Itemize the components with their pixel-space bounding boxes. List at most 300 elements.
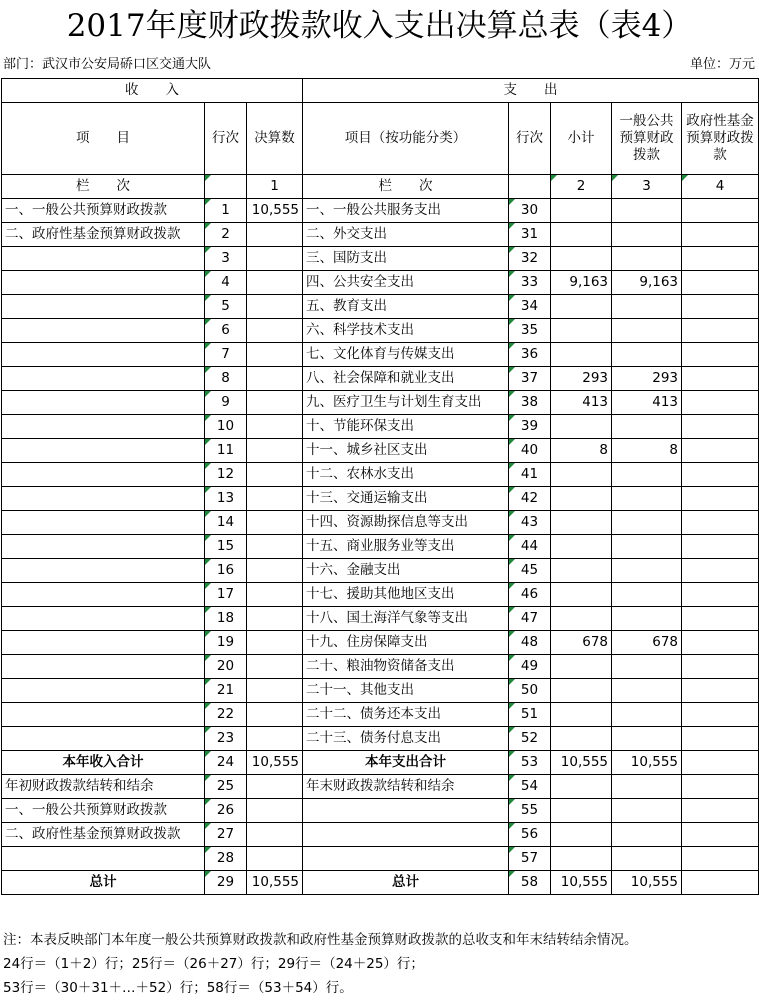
expense-item-cell (303, 559, 509, 583)
table-row (2, 655, 759, 679)
final-amount-cell-text: 10,555 (251, 754, 300, 770)
income-item-cell (2, 391, 205, 415)
income-row-no-cell (205, 583, 247, 607)
cell-marker (205, 583, 211, 589)
expense-row-no-cell (509, 631, 551, 655)
final-amount-cell (247, 367, 303, 391)
final-amount-cell (247, 535, 303, 559)
cell-marker (509, 487, 515, 493)
income-item-cell (2, 415, 205, 439)
subtotal-cell-text: 9,163 (569, 274, 609, 290)
income-row-no-cell-text: 4 (221, 274, 230, 290)
unit-label: 单位：万元 (689, 57, 755, 72)
income-item-cell-text: 本年收入合计 (62, 754, 144, 770)
income-row-no-cell (205, 223, 247, 247)
general-budget-cell (612, 295, 682, 319)
final-amount-cell (247, 823, 303, 847)
cell-marker (509, 295, 515, 301)
income-row-no-cell-text: 10 (216, 418, 235, 434)
cell-marker (205, 751, 211, 757)
fund-budget-cell (682, 823, 759, 847)
fund-budget-cell (682, 391, 759, 415)
income-row-no-cell (205, 463, 247, 487)
income-item-cell (2, 679, 205, 703)
expense-row-no-cell (509, 319, 551, 343)
income-row-no-cell-text: 11 (216, 442, 235, 458)
cell-marker (509, 511, 515, 517)
expense-row-no-cell (509, 511, 551, 535)
final-amount-cell (247, 223, 303, 247)
expense-item-cell (303, 631, 509, 655)
cell-marker (205, 487, 211, 493)
cell-marker (205, 247, 211, 253)
cell-marker (205, 367, 211, 373)
expense-row-no-cell (509, 703, 551, 727)
final-amount-cell (247, 487, 303, 511)
table-row (2, 511, 759, 535)
income-item-cell (2, 439, 205, 463)
income-item-cell (2, 703, 205, 727)
final-amount-cell (247, 631, 303, 655)
cell-marker (205, 511, 211, 517)
expense-item-cell-text: 十二、农林水支出 (306, 466, 415, 482)
fund-budget-cell (682, 247, 759, 271)
cell-marker (509, 271, 515, 277)
cell-marker (509, 439, 515, 445)
expense-item-cell (303, 847, 509, 871)
final-amount-cell (247, 391, 303, 415)
expense-item-cell-text: 二十三、债务付息支出 (306, 730, 442, 746)
department-label: 部门：武汉市公安局硚口区交通大队 (3, 57, 212, 72)
final-amount-cell (247, 199, 303, 223)
fund-budget-cell (682, 655, 759, 679)
expense-item-cell (303, 775, 509, 799)
income-row-no-header: 行次 (205, 103, 247, 175)
expense-item-cell-text: 十七、援助其他地区支出 (306, 586, 455, 602)
column-index-2 (551, 175, 612, 199)
income-item-cell-text: 二、政府性基金预算财政拨款 (5, 226, 181, 242)
expense-row-no-cell-text: 56 (520, 826, 539, 842)
general-budget-cell (612, 223, 682, 247)
expense-item-cell-text: 二、外交支出 (306, 226, 388, 242)
income-item-cell (2, 751, 205, 775)
subtotal-cell (551, 775, 612, 799)
table-row (2, 463, 759, 487)
expense-row-no-header: 行次 (509, 103, 551, 175)
final-amount-cell (247, 871, 303, 895)
expense-item-cell (303, 535, 509, 559)
general-budget-cell-text: 8 (669, 442, 679, 458)
expense-row-no-cell-text: 40 (520, 442, 539, 458)
income-row-no-cell (205, 871, 247, 895)
expense-item-cell-text: 十四、资源勘探信息等支出 (306, 514, 469, 530)
income-row-no-cell-text: 22 (216, 706, 235, 722)
table-row (2, 247, 759, 271)
subtotal-cell (551, 295, 612, 319)
general-budget-cell (612, 703, 682, 727)
cell-marker (205, 535, 211, 541)
expense-row-no-cell (509, 583, 551, 607)
table-row (2, 343, 759, 367)
income-row-no-cell-text: 23 (216, 730, 235, 746)
income-item-cell (2, 271, 205, 295)
general-budget-cell (612, 559, 682, 583)
cell-marker (205, 175, 211, 181)
income-item-cell (2, 199, 205, 223)
subtotal-cell (551, 199, 612, 223)
cell-marker (509, 655, 515, 661)
cell-marker (509, 535, 515, 541)
final-amount-cell (247, 703, 303, 727)
income-row-no-cell-text: 2 (221, 226, 230, 242)
income-row-no-cell-text: 6 (221, 322, 230, 338)
final-amount-cell (247, 583, 303, 607)
expense-column-label: 栏 次 (303, 175, 509, 199)
income-row-no-cell (205, 343, 247, 367)
expense-item-cell (303, 271, 509, 295)
income-row-no-cell (205, 847, 247, 871)
fund-budget-cell (682, 295, 759, 319)
cell-marker (205, 607, 211, 613)
general-budget-cell-text: 10,555 (630, 874, 679, 890)
subtotal-cell (551, 727, 612, 751)
income-item-cell (2, 607, 205, 631)
cell-marker (509, 367, 515, 373)
income-row-no-cell (205, 295, 247, 319)
cell-marker (205, 223, 211, 229)
final-amount-cell (247, 247, 303, 271)
expense-item-cell (303, 487, 509, 511)
income-row-no-cell (205, 823, 247, 847)
expense-item-cell-text: 十五、商业服务业等支出 (306, 538, 455, 554)
cell-marker (205, 559, 211, 565)
expense-item-cell-text: 总计 (392, 874, 420, 890)
cell-marker (509, 343, 515, 349)
income-item-cell-text: 一、一般公共预算财政拨款 (5, 802, 167, 818)
expense-row-no-cell-text: 31 (520, 226, 539, 242)
final-amount-header: 决算数 (247, 103, 303, 175)
fund-budget-cell (682, 799, 759, 823)
general-budget-cell-text: 10,555 (630, 754, 679, 770)
income-row-no-cell (205, 727, 247, 751)
general-budget-cell (612, 247, 682, 271)
income-row-no-cell (205, 367, 247, 391)
table-row (2, 775, 759, 799)
expense-row-no-cell (509, 607, 551, 631)
cell-marker (509, 319, 515, 325)
expense-row-no-cell-text: 51 (520, 706, 539, 722)
income-row-no-cell-text: 1 (221, 202, 230, 218)
income-row-no-cell (205, 775, 247, 799)
subtotal-cell (551, 367, 612, 391)
expense-item-cell (303, 583, 509, 607)
cell-marker (205, 319, 211, 325)
income-row-no-cell-text: 12 (216, 466, 235, 482)
final-amount-cell (247, 343, 303, 367)
expense-item-cell (303, 367, 509, 391)
income-row-no-cell-text: 21 (216, 682, 235, 698)
income-item-cell (2, 871, 205, 895)
cell-marker (205, 679, 211, 685)
general-budget-cell (612, 775, 682, 799)
table-row (2, 391, 759, 415)
empty-cell (205, 175, 247, 199)
income-row-no-cell (205, 703, 247, 727)
income-row-no-cell-text: 20 (216, 658, 235, 674)
income-item-cell-text: 一、一般公共预算财政拨款 (5, 202, 167, 218)
final-amount-cell (247, 655, 303, 679)
table-row (2, 319, 759, 343)
subtotal-header: 小计 (551, 103, 612, 175)
column-index-2-text: 2 (576, 178, 586, 194)
final-amount-cell (247, 295, 303, 319)
expense-row-no-cell-text: 46 (520, 586, 539, 602)
general-budget-cell-text: 293 (652, 370, 679, 386)
income-row-no-cell (205, 559, 247, 583)
final-amount-cell (247, 319, 303, 343)
expense-row-no-cell (509, 367, 551, 391)
general-budget-cell (612, 823, 682, 847)
fund-budget-cell (682, 223, 759, 247)
subtotal-cell (551, 271, 612, 295)
cell-marker (509, 751, 515, 757)
expense-row-no-cell-text: 44 (520, 538, 539, 554)
expense-item-cell-text: 八、社会保障和就业支出 (306, 370, 455, 386)
income-row-no-cell (205, 607, 247, 631)
fund-budget-cell (682, 199, 759, 223)
expense-item-cell-text: 七、文化体育与传媒支出 (306, 346, 455, 362)
fund-budget-cell (682, 703, 759, 727)
empty-cell (509, 175, 551, 199)
expense-item-cell (303, 295, 509, 319)
subtotal-cell (551, 487, 612, 511)
income-item-cell (2, 295, 205, 319)
expense-item-cell (303, 727, 509, 751)
expense-row-no-cell (509, 247, 551, 271)
income-item-cell (2, 247, 205, 271)
footnote-line: 53行＝（30＋31＋…＋52）行；58行＝（53＋54）行。 (3, 980, 353, 996)
income-row-no-cell-text: 17 (216, 586, 235, 602)
column-index-4 (682, 175, 759, 199)
income-item-header: 项 目 (2, 103, 205, 175)
final-amount-cell-text: 10,555 (251, 874, 300, 890)
table-row (2, 631, 759, 655)
cell-marker (612, 175, 618, 181)
income-row-no-cell-text: 25 (216, 778, 235, 794)
expense-item-cell (303, 751, 509, 775)
column-index-row (2, 175, 759, 199)
cell-marker (205, 199, 211, 205)
expense-row-no-cell (509, 823, 551, 847)
expense-row-no-cell (509, 199, 551, 223)
income-item-cell (2, 487, 205, 511)
income-row-no-cell-text: 8 (221, 370, 230, 386)
income-row-no-cell (205, 511, 247, 535)
fund-budget-cell (682, 559, 759, 583)
expense-item-cell-text: 十、节能环保支出 (306, 418, 415, 434)
expense-row-no-cell-text: 41 (520, 466, 539, 482)
income-item-cell (2, 775, 205, 799)
income-item-cell (2, 847, 205, 871)
expense-item-cell-text: 四、公共安全支出 (306, 274, 415, 290)
general-budget-cell (612, 463, 682, 487)
expense-row-no-cell-text: 47 (520, 610, 539, 626)
expense-row-no-cell-text: 52 (520, 730, 539, 746)
cell-marker (205, 631, 211, 637)
income-row-no-cell (205, 631, 247, 655)
final-amount-cell (247, 727, 303, 751)
fund-budget-cell (682, 847, 759, 871)
fund-budget-cell (682, 871, 759, 895)
income-item-cell (2, 511, 205, 535)
expense-row-no-cell-text: 35 (520, 322, 539, 338)
column-index-4-text: 4 (715, 178, 725, 194)
income-row-no-cell (205, 271, 247, 295)
expense-row-no-cell-text: 38 (520, 394, 539, 410)
expense-row-no-cell (509, 271, 551, 295)
subtotal-cell (551, 319, 612, 343)
cell-marker (205, 343, 211, 349)
column-index-3-text: 3 (642, 178, 651, 194)
cell-marker (509, 871, 515, 877)
expense-item-cell-text: 年末财政拨款结转和结余 (306, 778, 455, 794)
subtotal-cell (551, 439, 612, 463)
subtotal-cell (551, 343, 612, 367)
final-accounts-table (1, 78, 759, 895)
subtotal-cell (551, 631, 612, 655)
subtotal-cell (551, 559, 612, 583)
income-column-label: 栏 次 (2, 175, 205, 199)
expense-row-no-cell (509, 415, 551, 439)
income-row-no-cell (205, 415, 247, 439)
fund-budget-cell (682, 367, 759, 391)
fund-budget-cell (682, 751, 759, 775)
report-title: 2017年度财政拨款收入支出决算总表（表4） (66, 8, 693, 44)
expense-row-no-cell-text: 55 (520, 802, 539, 818)
cell-marker (509, 199, 515, 205)
table-row (2, 487, 759, 511)
expense-item-cell (303, 511, 509, 535)
income-row-no-cell-text: 28 (216, 850, 235, 866)
table-row (2, 223, 759, 247)
general-budget-cell-text: 678 (652, 634, 679, 650)
expense-item-cell (303, 463, 509, 487)
general-budget-cell-text: 413 (652, 394, 679, 410)
income-row-no-cell (205, 199, 247, 223)
general-budget-cell (612, 799, 682, 823)
cell-marker (205, 463, 211, 469)
expense-row-no-cell (509, 487, 551, 511)
expense-row-no-cell (509, 439, 551, 463)
fund-budget-cell (682, 607, 759, 631)
expense-item-cell (303, 799, 509, 823)
subtotal-cell (551, 391, 612, 415)
general-budget-cell (612, 343, 682, 367)
general-budget-cell (612, 415, 682, 439)
expense-item-cell-text: 十八、国土海洋气象等支出 (306, 610, 469, 626)
general-budget-cell (612, 535, 682, 559)
subtotal-cell (551, 247, 612, 271)
expense-item-cell-text: 二十二、债务还本支出 (306, 706, 442, 722)
table-row (2, 871, 759, 895)
income-row-no-cell (205, 799, 247, 823)
table-row (2, 583, 759, 607)
column-header-row (2, 103, 759, 175)
subtotal-cell (551, 511, 612, 535)
expense-item-cell (303, 247, 509, 271)
cell-marker (509, 679, 515, 685)
final-amount-cell (247, 679, 303, 703)
general-budget-cell (612, 271, 682, 295)
income-row-no-cell-text: 18 (216, 610, 235, 626)
expense-row-no-cell (509, 391, 551, 415)
fund-budget-cell (682, 487, 759, 511)
general-budget-cell (612, 655, 682, 679)
expense-item-cell-text: 二十一、其他支出 (306, 682, 415, 698)
general-budget-cell (612, 319, 682, 343)
expense-row-no-cell-text: 36 (520, 346, 539, 362)
footnote-line: 注：本表反映部门本年度一般公共预算财政拨款和政府性基金预算财政拨款的总收支和年末结转结余情况。 (3, 932, 638, 948)
cell-marker (509, 415, 515, 421)
expense-row-no-cell-text: 30 (520, 202, 539, 218)
fund-budget-cell (682, 535, 759, 559)
income-item-cell (2, 799, 205, 823)
expense-row-no-cell-text: 53 (520, 754, 539, 770)
expense-row-no-cell (509, 799, 551, 823)
subtotal-cell (551, 679, 612, 703)
table-row (2, 703, 759, 727)
expense-item-cell-text: 十六、金融支出 (306, 562, 401, 578)
final-amount-cell (247, 511, 303, 535)
expense-item-cell (303, 223, 509, 247)
expense-item-cell (303, 703, 509, 727)
income-row-no-cell (205, 679, 247, 703)
subtotal-cell-text: 10,555 (560, 754, 609, 770)
income-section-header: 收 入 (2, 79, 303, 103)
income-item-cell (2, 535, 205, 559)
expense-row-no-cell (509, 871, 551, 895)
expense-row-no-cell-text: 50 (520, 682, 539, 698)
expense-row-no-cell-text: 37 (520, 370, 539, 386)
table-row (2, 271, 759, 295)
column-index-1: 1 (247, 175, 303, 199)
cell-marker (509, 703, 515, 709)
income-row-no-cell-text: 24 (216, 754, 235, 770)
income-row-no-cell (205, 655, 247, 679)
final-amount-cell (247, 847, 303, 871)
table-row (2, 199, 759, 223)
expense-item-cell (303, 319, 509, 343)
income-item-cell (2, 583, 205, 607)
general-budget-cell (612, 871, 682, 895)
income-row-no-cell (205, 439, 247, 463)
subtotal-cell (551, 415, 612, 439)
subtotal-cell-text: 293 (582, 370, 609, 386)
fund-budget-cell (682, 271, 759, 295)
expense-row-no-cell (509, 559, 551, 583)
expense-item-cell-text: 一、一般公共服务支出 (306, 202, 442, 218)
expense-item-cell-text: 五、教育支出 (306, 298, 388, 314)
general-budget-cell (612, 679, 682, 703)
expense-item-cell-text: 十一、城乡社区支出 (306, 442, 428, 458)
fund-budget-cell (682, 439, 759, 463)
expense-row-no-cell-text: 58 (520, 874, 539, 890)
income-item-cell (2, 367, 205, 391)
general-budget-cell-text: 9,163 (639, 274, 679, 290)
table-row (2, 727, 759, 751)
income-row-no-cell-text: 5 (221, 298, 230, 314)
general-budget-cell (612, 511, 682, 535)
